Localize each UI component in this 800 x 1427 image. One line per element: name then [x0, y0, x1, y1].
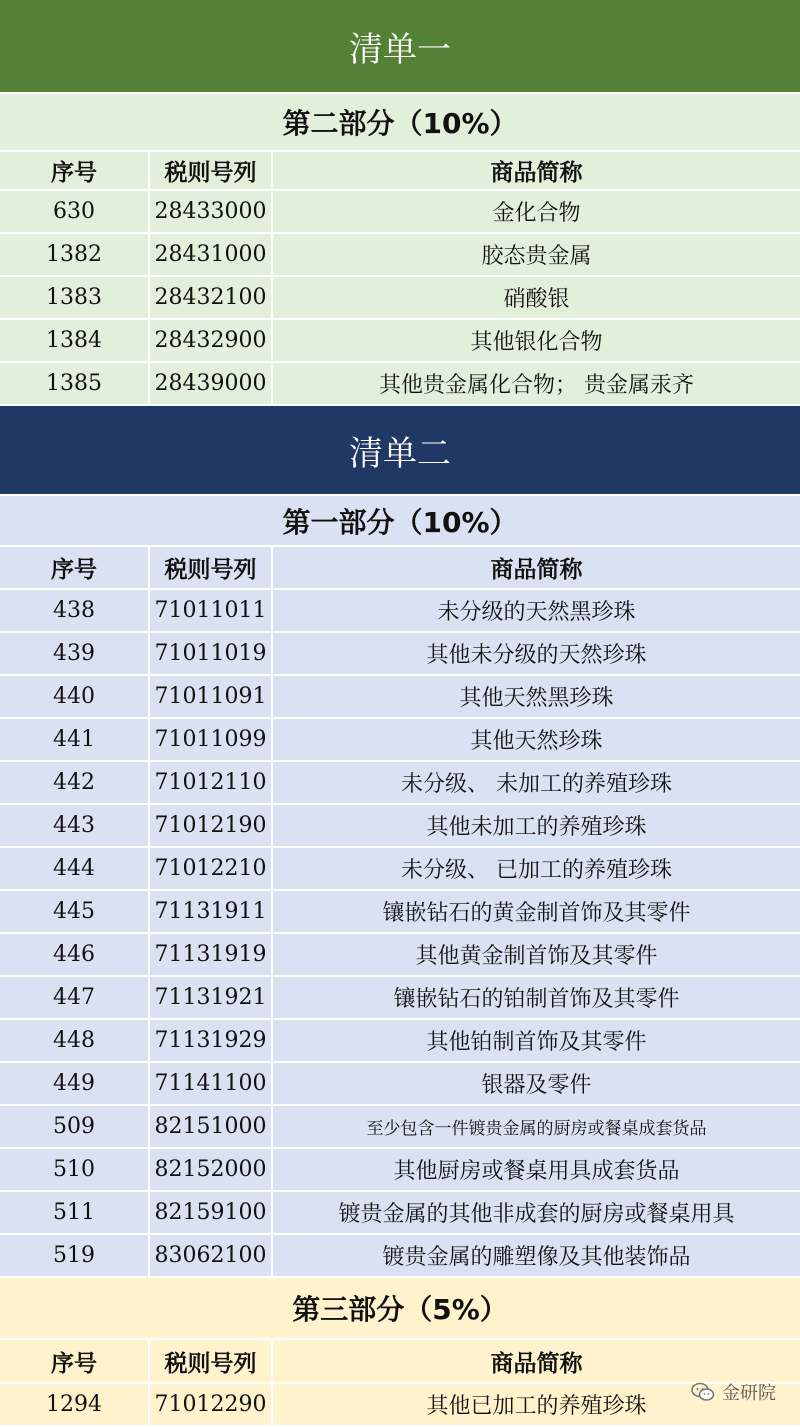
row-no: 1382 — [0, 234, 150, 275]
list2-part1-title-text: 第一部分（10%） — [282, 505, 518, 539]
row-no: 442 — [0, 762, 150, 803]
table-row — [0, 363, 800, 406]
row-no: 438 — [0, 590, 150, 631]
watermark — [690, 1379, 776, 1405]
row-code: 82151000 — [150, 1106, 273, 1147]
table-row — [0, 1384, 800, 1427]
list1-part-title — [0, 94, 800, 152]
row-name: 金化合物 — [492, 201, 581, 226]
row-code: 82159100 — [150, 1192, 273, 1233]
table-row — [0, 934, 800, 977]
row-code: 71141100 — [150, 1063, 273, 1104]
row-name: 其他贵金属化合物； 贵金属汞齐 — [379, 373, 694, 398]
row-name: 其他天然珍珠 — [470, 729, 603, 754]
table-row — [0, 633, 800, 676]
row-no: 1294 — [0, 1384, 150, 1425]
header-name: 商品简称 — [490, 160, 583, 186]
row-no: 447 — [0, 977, 150, 1018]
table-row — [0, 805, 800, 848]
row-code: 83062100 — [150, 1235, 273, 1276]
watermark-text: 金研院 — [722, 1383, 776, 1404]
list2-part1-title — [0, 496, 800, 547]
row-code: 82152000 — [150, 1149, 273, 1190]
row-name: 硝酸银 — [503, 287, 570, 312]
row-code: 71012210 — [150, 848, 273, 889]
table-row — [0, 719, 800, 762]
list1-rows — [0, 191, 800, 406]
wechat-icon — [690, 1381, 716, 1403]
row-code: 71011091 — [150, 676, 273, 717]
row-code: 71012290 — [150, 1384, 273, 1425]
row-name: 其他黄金制首饰及其零件 — [415, 944, 658, 969]
table-row — [0, 848, 800, 891]
row-name: 胶态贵金属 — [481, 244, 592, 269]
header-name: 商品简称 — [490, 1350, 583, 1377]
row-no: 448 — [0, 1020, 150, 1061]
list2-part1-table-header — [0, 547, 800, 590]
table-row — [0, 1235, 800, 1278]
list1-title: 清单一 — [349, 29, 451, 70]
header-name: 商品简称 — [490, 557, 583, 583]
list2-part3-title — [0, 1278, 800, 1340]
table-row — [0, 191, 800, 234]
row-name: 其他未加工的养殖珍珠 — [426, 815, 647, 840]
table-row — [0, 234, 800, 277]
row-code: 28432900 — [150, 320, 273, 361]
row-no: 446 — [0, 934, 150, 975]
header-no: 序号 — [0, 547, 150, 588]
header-no: 序号 — [0, 152, 150, 189]
row-code: 28439000 — [150, 363, 273, 404]
table-row — [0, 1020, 800, 1063]
row-code: 71131921 — [150, 977, 273, 1018]
row-no: 630 — [0, 191, 150, 232]
row-code: 71012190 — [150, 805, 273, 846]
row-no: 519 — [0, 1235, 150, 1276]
list2-part1-rows — [0, 590, 800, 1278]
row-code: 71012110 — [150, 762, 273, 803]
table-row — [0, 590, 800, 633]
row-name: 镶嵌钻石的黄金制首饰及其零件 — [382, 901, 691, 926]
row-no: 509 — [0, 1106, 150, 1147]
row-name: 其他银化合物 — [470, 330, 603, 355]
header-code: 税则号列 — [150, 547, 273, 588]
row-no: 444 — [0, 848, 150, 889]
row-no: 440 — [0, 676, 150, 717]
row-name: 至少包含一件镀贵金属的厨房或餐桌成套货品 — [366, 1119, 707, 1139]
row-name: 其他厨房或餐桌用具成套货品 — [393, 1159, 680, 1184]
table-row — [0, 1063, 800, 1106]
table-row — [0, 977, 800, 1020]
list2-part3-table-header — [0, 1340, 800, 1384]
row-no: 511 — [0, 1192, 150, 1233]
table-row — [0, 277, 800, 320]
row-name: 镀贵金属的其他非成套的厨房或餐桌用具 — [338, 1202, 735, 1227]
row-no: 1385 — [0, 363, 150, 404]
table-row — [0, 762, 800, 805]
row-no: 510 — [0, 1149, 150, 1190]
row-name: 未分级、 已加工的养殖珍珠 — [401, 858, 672, 883]
row-name: 银器及零件 — [481, 1073, 592, 1098]
row-code: 71131911 — [150, 891, 273, 932]
row-code: 71011011 — [150, 590, 273, 631]
list2-title: 清单二 — [349, 433, 451, 474]
table-row — [0, 891, 800, 934]
row-name: 其他铂制首饰及其零件 — [426, 1030, 647, 1055]
table-row — [0, 320, 800, 363]
row-no: 443 — [0, 805, 150, 846]
row-no: 1384 — [0, 320, 150, 361]
header-code: 税则号列 — [150, 152, 273, 189]
row-name: 镀贵金属的雕塑像及其他装饰品 — [382, 1245, 691, 1270]
row-code: 71011019 — [150, 633, 273, 674]
row-name: 其他已加工的养殖珍珠 — [426, 1394, 647, 1419]
row-no: 445 — [0, 891, 150, 932]
row-name: 其他未分级的天然珍珠 — [426, 643, 647, 668]
row-name: 未分级的天然黑珍珠 — [437, 600, 636, 625]
list2-part3-rows — [0, 1384, 800, 1427]
row-no: 439 — [0, 633, 150, 674]
list1-part-title-text: 第二部分（10%） — [282, 107, 518, 140]
list2-banner — [0, 406, 800, 496]
row-name: 镶嵌钻石的铂制首饰及其零件 — [393, 987, 680, 1012]
list1-banner — [0, 0, 800, 94]
row-name: 其他天然黑珍珠 — [459, 686, 614, 711]
row-code: 71131929 — [150, 1020, 273, 1061]
table-row — [0, 1192, 800, 1235]
row-code: 28433000 — [150, 191, 273, 232]
row-name: 未分级、 未加工的养殖珍珠 — [401, 772, 672, 797]
row-no: 1383 — [0, 277, 150, 318]
list1-table-header — [0, 152, 800, 191]
table-row — [0, 676, 800, 719]
row-no: 449 — [0, 1063, 150, 1104]
row-code: 71011099 — [150, 719, 273, 760]
header-code: 税则号列 — [150, 1340, 273, 1382]
row-code: 71131919 — [150, 934, 273, 975]
row-code: 28431000 — [150, 234, 273, 275]
table-row — [0, 1106, 800, 1149]
row-no: 441 — [0, 719, 150, 760]
row-code: 28432100 — [150, 277, 273, 318]
header-no: 序号 — [0, 1340, 150, 1382]
table-row — [0, 1149, 800, 1192]
list2-part3-title-text: 第三部分（5%） — [292, 1293, 508, 1326]
